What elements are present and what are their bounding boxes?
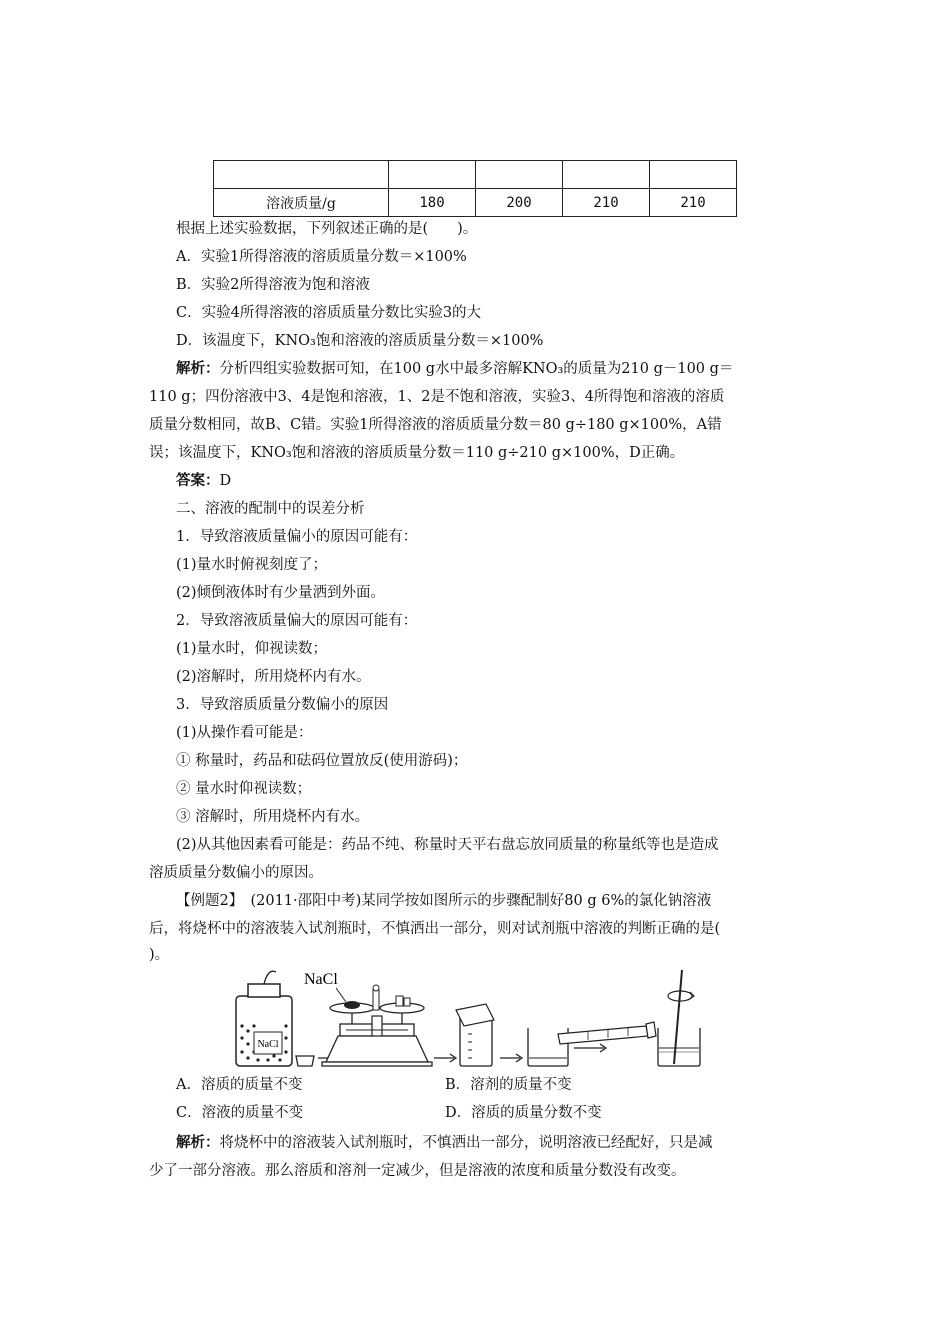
- analysis-label: 解析：: [176, 360, 220, 377]
- table-cell: [214, 161, 389, 189]
- option-a: A．实验1所得溶液的溶质质量分数＝×100%: [176, 249, 467, 265]
- list-item: (2)溶解时，所用烧杯内有水。: [176, 669, 371, 685]
- table-cell: 210: [650, 189, 737, 217]
- option-b: B．实验2所得溶液为饱和溶液: [176, 277, 370, 293]
- list-item: 1．导致溶液质量偏小的原因可能有：: [176, 529, 418, 545]
- list-item: ③ 溶解时，所用烧杯内有水。: [176, 809, 370, 825]
- table-cell: [389, 161, 476, 189]
- list-item: (1)从操作看可能是：: [176, 725, 313, 741]
- nacl-label: NaCl: [304, 971, 338, 988]
- analysis-line: [176, 1133, 713, 1153]
- table-cell: 200: [476, 189, 563, 217]
- list-item: 2．导致溶液质量偏大的原因可能有：: [176, 613, 418, 629]
- section-title: 二、溶液的配制中的误差分析: [176, 501, 365, 517]
- balance-icon: [304, 971, 432, 1066]
- analysis-line: 少了一部分溶液。那么溶质和溶剂一定减少，但是溶液的浓度和质量分数没有改变。: [149, 1163, 686, 1179]
- list-item: (2)倾倒液体时有少量洒到外面。: [176, 585, 386, 601]
- list-item: (2)从其他因素看可能是：药品不纯、称量时天平右盘忘放同质量的称量纸等也是造成: [176, 837, 719, 853]
- answer-line: [176, 471, 231, 491]
- analysis-line: [176, 359, 733, 379]
- example-title: 【例题2】 (2011·邵阳中考)某同学按如图所示的步骤配制好80 g 6%的氯化钠溶液: [176, 893, 712, 909]
- option-c: C．实验4所得溶液的溶质质量分数比实验3的大: [176, 305, 482, 321]
- experiment-data-table: [213, 160, 737, 217]
- option-d: D．溶质的质量分数不变: [445, 1105, 602, 1121]
- example-text: )。: [149, 947, 170, 963]
- answer-label: 答案：: [176, 472, 220, 489]
- analysis-text: 将烧杯中的溶液装入试剂瓶时，不慎洒出一部分，说明溶液已经配好，只是减: [219, 1135, 713, 1151]
- arrow-icon: [500, 1054, 522, 1062]
- arrow-icon: [434, 1054, 456, 1062]
- table-cell: [650, 161, 737, 189]
- solution-preparation-figure: [228, 966, 720, 1068]
- analysis-label: 解析：: [176, 1134, 220, 1151]
- option-d: D．该温度下，KNO₃饱和溶液的溶质质量分数＝×100%: [176, 333, 544, 349]
- table-cell: 180: [389, 189, 476, 217]
- table-cell: [476, 161, 563, 189]
- list-item: 溶质质量分数偏小的原因。: [149, 865, 323, 881]
- answer-value: D: [219, 473, 232, 489]
- question-stem: 根据上述实验数据，下列叙述正确的是( )。: [176, 221, 478, 237]
- table-cell: 210: [563, 189, 650, 217]
- reagent-bottle: [236, 971, 292, 1066]
- bottle-label: NaCl: [257, 1039, 279, 1050]
- table-cell: [563, 161, 650, 189]
- stirring-beaker-icon: [658, 970, 700, 1066]
- table-row: [214, 189, 737, 217]
- option-a: A．溶质的质量不变: [176, 1077, 303, 1093]
- analysis-line: 质量分数相同，故B、C错。实验1所得溶液的溶质质量分数＝80 g÷180 g×100%，A错: [149, 417, 722, 433]
- analysis-text: 分析四组实验数据可知，在100 g水中最多溶解KNO₃的质量为210 g－100 g＝: [219, 361, 734, 377]
- beaker-icon: [456, 1004, 494, 1066]
- list-item: (1)量水时，仰视读数；: [176, 641, 328, 657]
- list-item: ② 量水时仰视读数；: [176, 781, 312, 797]
- stopper-icon: [296, 1056, 314, 1066]
- list-item: ① 称量时，药品和砝码位置放反(使用游码)；: [176, 753, 468, 769]
- option-b: B．溶剂的质量不变: [445, 1077, 572, 1093]
- list-item: (1)量水时俯视刻度了；: [176, 557, 328, 573]
- pouring-icon: [528, 1022, 656, 1066]
- analysis-line: 110 g；四份溶液中3、4是饱和溶液，1、2是不饱和溶液，实验3、4所得饱和溶液的溶质: [149, 389, 725, 405]
- list-item: 3．导致溶质质量分数偏小的原因: [176, 697, 389, 713]
- example-text: 后，将烧杯中的溶液装入试剂瓶时，不慎洒出一部分，则对试剂瓶中溶液的判断正确的是(: [149, 921, 721, 937]
- option-c: C．溶液的质量不变: [176, 1105, 304, 1121]
- table-row: [214, 161, 737, 189]
- row-label: 溶液质量/g: [214, 189, 389, 217]
- analysis-line: 误；该温度下，KNO₃饱和溶液的溶质质量分数＝110 g÷210 g×100%，D正确。: [149, 445, 685, 461]
